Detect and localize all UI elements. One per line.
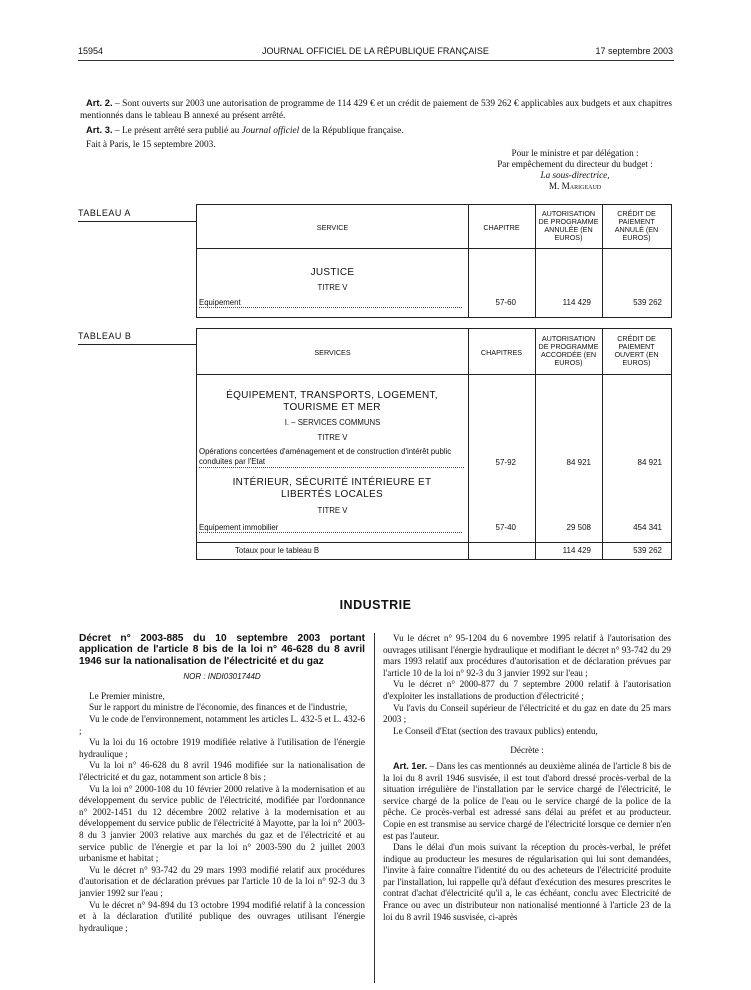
- signature-line-2: Par empêchement du directeur du budget :: [497, 159, 653, 169]
- header-chapitres: CHAPITRES: [480, 348, 523, 357]
- article-2: [80, 97, 672, 122]
- row1-label: Opérations concertées d'aménagement et de construction d'intérêt public conduites par l'Etat: [199, 447, 464, 468]
- right-para: Vu le décret n° 2000-877 du 7 septembre 2000 relatif à l'autorisation d'exploiter les installations de production d'électricité ;: [383, 679, 671, 701]
- titre-v-2: TITRE V: [317, 506, 348, 515]
- article-3-text-a: – Le présent arrêté sera publié au: [114, 126, 240, 136]
- decret-left-column: [79, 633, 365, 934]
- decret-nor: NOR : INDI0301744D: [183, 672, 261, 682]
- article-2-label: Art. 2.: [86, 97, 113, 108]
- row-chapitre: 57-60: [495, 298, 516, 307]
- header-autorisation: AUTORISATION DE PROGRAMME ANNULÉE (EN EUROS): [538, 209, 599, 242]
- tableau-a-label-rule: [78, 221, 196, 222]
- row1-autorisation: 84 921: [566, 458, 591, 467]
- article-2-text: – Sont ouverts sur 2003 une autorisation de programme de 114 429 € et un crédit de paiement de 539 262 € applicables aux budgets et aux chapitres mentionnés dans le tableau B annexé au présent arrêté.: [80, 99, 672, 121]
- column-divider: [374, 633, 375, 983]
- tableau-b-label-rule: [78, 344, 196, 345]
- signature-line-3: La sous-directrice,: [540, 170, 610, 180]
- row1-credit: 84 921: [637, 458, 662, 467]
- tableau-b: [196, 328, 672, 560]
- header-chapitre: CHAPITRE: [483, 223, 520, 232]
- row-autorisation: 114 429: [562, 298, 591, 307]
- article-3-text-italic: Journal officiel: [241, 126, 300, 136]
- header-rule: [78, 60, 674, 61]
- header-autorisation: AUTORISATION DE PROGRAMME ACCORDÉE (EN EUROS): [538, 334, 599, 367]
- section-equipement: ÉQUIPEMENT, TRANSPORTS, LOGEMENT, TOURISME ET MER: [226, 390, 438, 413]
- signature-block: [470, 148, 680, 192]
- row2-autorisation: 29 508: [566, 523, 591, 532]
- article-1: [383, 761, 671, 842]
- decret-title: Décret n° 2003-885 du 10 septembre 2003 portant application de l'article 8 bis de la loi n° 46-628 du 8 avril 1946 sur la nationalisation de l'électricité et du gaz: [79, 633, 365, 667]
- right-para: Le Conseil d'Etat (section des travaux publics) entendu,: [393, 725, 598, 736]
- tableau-a-label: TABLEAU A: [78, 208, 131, 218]
- left-para: Vu la loi n° 2000-108 du 10 février 2000 relative à la modernisation et au développement du service public de l'électricité, modifiée par l'ordonnance n° 2002-1451 du 12 décembre 2002 relative à la modernisation et au développement du service public de l'électricité à Mayotte, par la loi n° 2003-8 du 3 janvier 2003 relative aux marchés du gaz et de l'électricité et au service public de l'énergie et par la loi n° 2003-590 du 2 juillet 2003 urbanisme et habitat ;: [79, 783, 365, 864]
- left-para: Vu le décret n° 93-742 du 29 mars 1993 modifié relatif aux procédures d'autorisation et de déclaration prévues par l'article 10 de la loi n° 92-3 du 3 janvier 1992 sur l'eau ;: [79, 864, 365, 898]
- left-para: Vu la loi du 16 octobre 1919 modifiée relative à l'utilisation de l'énergie hydraulique ;: [79, 737, 365, 759]
- header-sep: [197, 374, 671, 375]
- signature-line-4: M. Marigeaud: [548, 181, 602, 191]
- decrete: Décrète :: [510, 745, 544, 756]
- section-sub: I. – SERVICES COMMUNS: [284, 418, 381, 427]
- header-services: SERVICES: [314, 348, 351, 357]
- row2-credit: 454 341: [633, 523, 662, 532]
- left-para: Vu le décret n° 94-894 du 13 octobre 1994 modifié relatif à la concession et à la déclaration d'utilité publique des ouvrages utilisant l'énergie hydraulique ;: [79, 899, 365, 933]
- article-1-para-2: Dans le délai d'un mois suivant la réception du procès-verbal, le préfet indique au producteur les mesures de régularisation qui lui sont demandées, l'invite à faire connaître l'identité du ou des acheteurs de l'électricité produite par l'installation, lui rappelle qu'à défaut d'exécution des mesures prescrites le contrat d'achat d'électricité qu'il a, le cas échéant, conclu avec Electricité de France ou avec un distributeur non nationalisé mentionné à l'article 23 de la loi du 8 avril 1946 susvisée, ci-après: [383, 842, 671, 922]
- header-sep: [197, 248, 671, 249]
- total-autorisation: 114 429: [562, 546, 591, 555]
- left-para: Vu le code de l'environnement, notamment les articles L. 432-5 et L. 432-6 ;: [79, 714, 365, 736]
- row2-chapitre: 57-40: [495, 523, 516, 532]
- total-credit: 539 262: [633, 546, 662, 555]
- titre-v-1: TITRE V: [317, 433, 348, 442]
- left-para: Le Premier ministre,: [89, 690, 165, 701]
- decret-right-column: [383, 633, 671, 923]
- total-sep: [197, 542, 671, 543]
- article-3-text-b: de la République française.: [301, 126, 404, 136]
- fait-a-paris: Fait à Paris, le 15 septembre 2003.: [86, 140, 216, 150]
- right-para: Vu l'avis du Conseil supérieur de l'électricité et du gaz en date du 25 mars 2003 ;: [383, 702, 671, 725]
- article-1-label: Art. 1er.: [393, 760, 428, 771]
- section-justice: JUSTICE: [310, 267, 355, 278]
- row2-label: Equipement immobilier: [199, 523, 462, 533]
- signature-line-1: Pour le ministre et par délégation :: [511, 148, 639, 158]
- row-credit: 539 262: [633, 298, 662, 307]
- header-service: SERVICE: [316, 223, 349, 232]
- titre-v: TITRE V: [317, 283, 348, 292]
- total-label: Totaux pour le tableau B: [235, 546, 320, 555]
- header-credit: CRÉDIT DE PAIEMENT OUVERT (EN EUROS): [614, 334, 659, 367]
- tableau-b-label: TABLEAU B: [78, 331, 132, 341]
- article-block: [80, 97, 672, 151]
- tableau-a: [196, 204, 672, 318]
- journal-title: JOURNAL OFFICIEL DE LA RÉPUBLIQUE FRANÇAISE: [262, 46, 489, 56]
- right-para: Vu le décret n° 95-1204 du 6 novembre 1995 relatif à l'autorisation des ouvrages utilisant l'énergie hydraulique et modifiant le décret n° 93-742 du 29 mars 1993 relatif aux procédures d'autorisation et de déclaration prévues par l'article 10 de la loi n° 92-3 du 3 janvier 1992 sur l'eau ;: [383, 633, 671, 678]
- article-3-label: Art. 3.: [86, 124, 113, 135]
- header-credit: CRÉDIT DE PAIEMENT ANNULÉ (EN EUROS): [614, 209, 659, 242]
- left-para: Sur le rapport du ministre de l'économie, des finances et de l'industrie,: [89, 702, 348, 713]
- row-label: Equipement: [199, 298, 462, 308]
- article-1-text: – Dans les cas mentionnés au deuxième alinéa de l'article 8 bis de la loi du 8 avril 1946 susvisée, il est tout d'abord dressé procès-verbal de la situation irrégulière de l'installation par le service chargé de l'électricité, le service chargé de la police de l'eau ou le service chargé de la police de la pêche. Ce procès-verbal est adressé sans délai au préfet et au producteur. Copie en est transmise au service chargé de l'électricité lorsque ce dernier n'en est pas l'auteur.: [383, 760, 672, 841]
- rubrique-title: INDUSTRIE: [339, 598, 412, 612]
- article-3: [80, 124, 672, 137]
- header-date: 17 septembre 2003: [595, 46, 673, 56]
- left-para: Vu la loi n° 46-628 du 8 avril 1946 modifiée sur la nationalisation de l'électricité et du gaz, notamment son article 8 bis ;: [79, 760, 365, 782]
- row1-chapitre: 57-92: [495, 458, 516, 467]
- section-interieur: INTÉRIEUR, SÉCURITÉ INTÉRIEURE ET LIBERTÉS LOCALES: [232, 477, 432, 500]
- page-number: 15954: [78, 46, 104, 56]
